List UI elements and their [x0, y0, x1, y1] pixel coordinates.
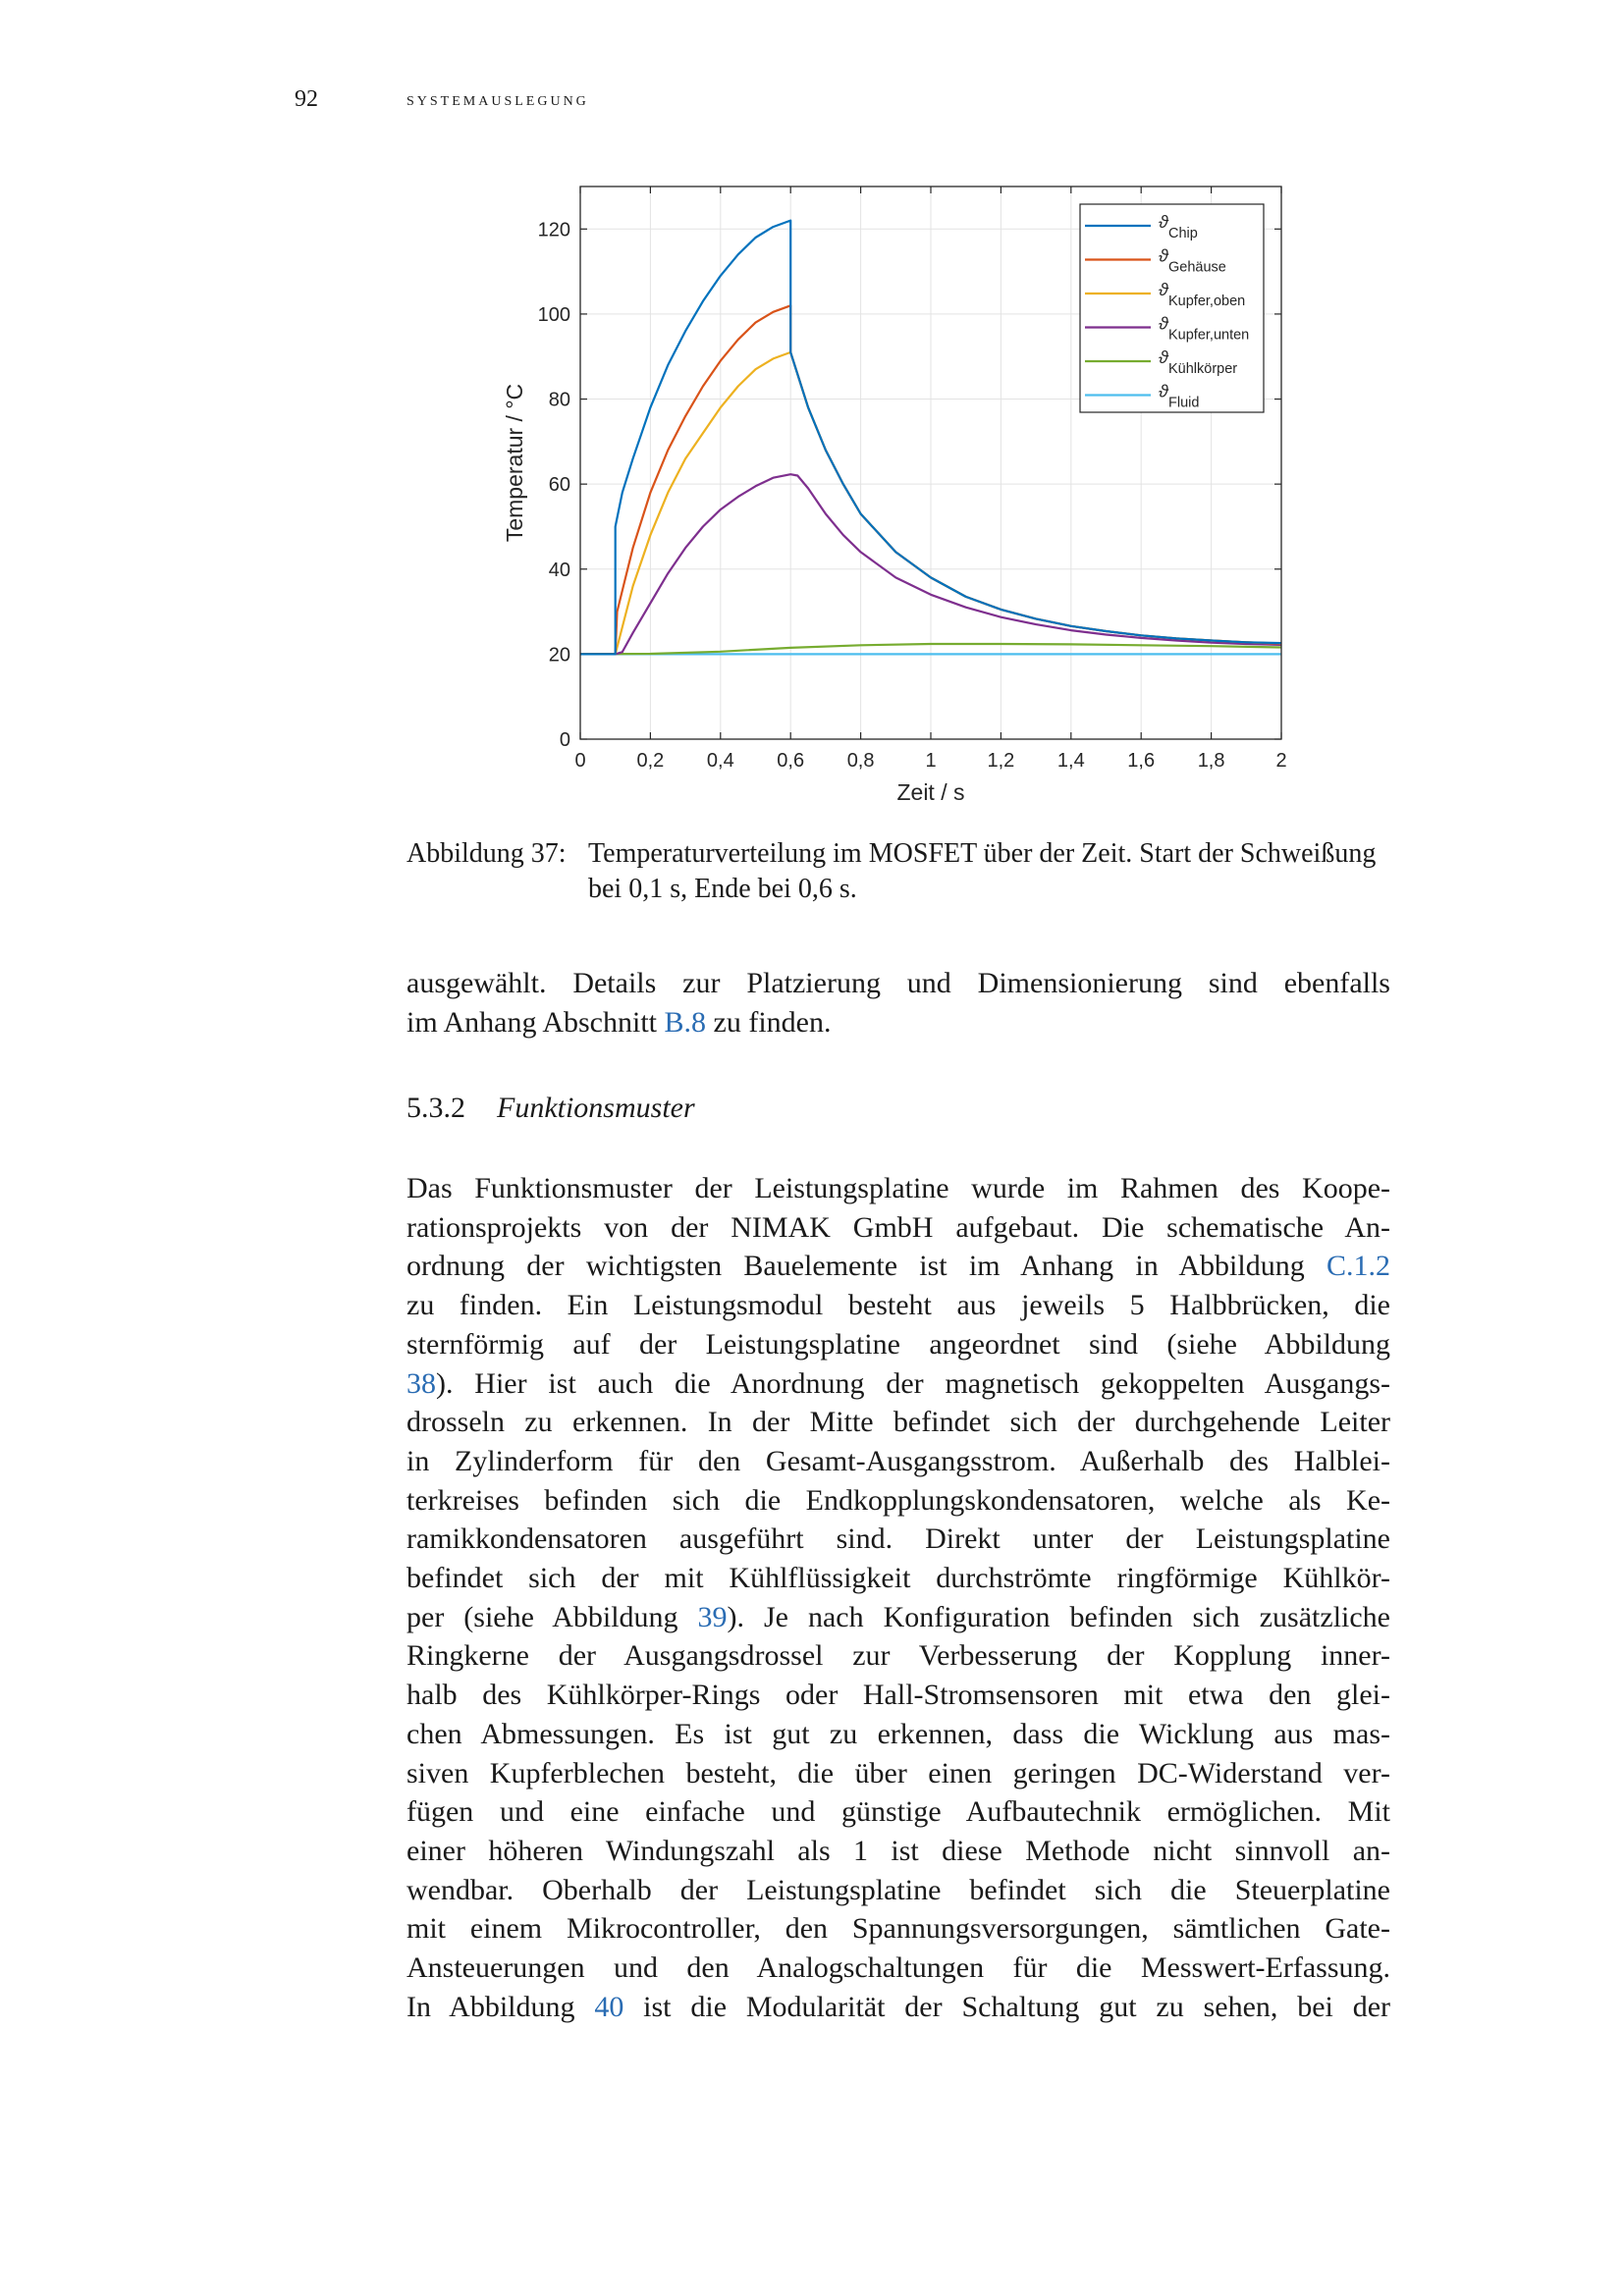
x-tick-label: 1,6 — [1127, 750, 1156, 772]
text-line — [406, 1909, 1390, 1949]
line-text: ausgewählt. Details zur Platzierung und Dimensionierung sind ebenfalls — [406, 967, 1390, 999]
y-tick-label: 120 — [537, 219, 570, 241]
line-text: In Abbildung — [406, 1990, 595, 2023]
text-line — [406, 1559, 1390, 1598]
text-line — [406, 1598, 1390, 1637]
cross-reference-link[interactable]: 40 — [594, 1990, 624, 2023]
y-tick-label: 40 — [548, 559, 570, 581]
line-text: Ansteuerungen und den Analogschaltungen für die Messwert-Erfassung. — [406, 1951, 1390, 1985]
line-text: fügen und eine einfache und günstige Aufbautechnik ermöglichen. Mit — [406, 1795, 1390, 1829]
caption-label: Abbildung 37: — [406, 838, 567, 869]
x-tick-label: 0,8 — [846, 750, 875, 772]
page-number: 92 — [295, 86, 318, 112]
x-tick-label: 2 — [1275, 750, 1287, 772]
line-text: ordnung der wichtigsten Bauelemente ist im Anhang in Abbildung — [406, 1250, 1326, 1283]
text-line — [406, 1754, 1390, 1793]
text-line — [406, 1676, 1390, 1715]
line-text: Ringkerne der Ausgangsdrossel zur Verbesserung der Kopplung inner- — [406, 1639, 1390, 1673]
x-tick-label: 0,4 — [706, 750, 734, 772]
text-line — [406, 1286, 1390, 1325]
line-text: sternförmig auf der Leistungsplatine angeordnet sind (siehe Abbildung — [406, 1327, 1390, 1361]
text-line — [406, 1403, 1390, 1442]
x-tick-label: 0,2 — [636, 750, 665, 772]
y-tick-label: 100 — [537, 303, 570, 326]
x-tick-label: 1 — [925, 750, 937, 772]
line-text: chen Abmessungen. Es ist gut zu erkennen, dass die Wicklung aus mas- — [406, 1717, 1390, 1750]
x-axis-label: Zeit / s — [896, 779, 965, 805]
running-header: systemauslegung — [406, 88, 589, 110]
x-tick-label: 0,6 — [777, 750, 805, 772]
legend-label: Kühlkörper — [1168, 361, 1238, 377]
line-text: ramikkondensatoren ausgeführt sind. Direkt unter der Leistungsplatine — [406, 1522, 1390, 1556]
x-tick-label: 0 — [574, 750, 586, 772]
cross-reference-link[interactable]: C.1.2 — [1326, 1250, 1390, 1283]
section-number: 5.3.2 — [406, 1092, 465, 1124]
cross-reference-link[interactable]: 38 — [406, 1366, 436, 1400]
text-line — [406, 1364, 1390, 1404]
line-text: ist die Modularität der Schaltung gut zu sehen, bei der — [623, 1990, 1390, 2023]
text-line — [406, 1003, 1390, 1042]
line-text: zu finden. — [706, 1005, 832, 1039]
legend-label: Kupfer,oben — [1168, 294, 1246, 309]
text-line — [406, 1988, 1390, 2027]
line-text: mit einem Mikrocontroller, den Spannungsversorgungen, sämtlichen Gate- — [406, 1912, 1390, 1946]
line-text: ). Hier ist auch die Anordnung der magnetisch gekoppelten Ausgangs- — [436, 1366, 1390, 1400]
caption-text: Temperaturverteilung im MOSFET über der Zeit. Start der Schweißung bei 0,1 s, Ende bei 0,6 s. — [588, 838, 1377, 904]
temperature-chart — [491, 167, 1306, 815]
text-line — [406, 964, 1390, 1003]
legend-label: Chip — [1168, 226, 1198, 241]
legend-symbol: ϑ — [1159, 381, 1168, 401]
legend-label: Fluid — [1168, 395, 1200, 411]
legend-label: Gehäuse — [1168, 259, 1226, 276]
x-tick-label: 1,4 — [1056, 750, 1085, 772]
text-line — [406, 1247, 1390, 1286]
cross-reference-link[interactable]: 39 — [697, 1600, 728, 1633]
text-line — [406, 1832, 1390, 1871]
text-line — [406, 1949, 1390, 1988]
section-title: Funktionsmuster — [497, 1092, 695, 1124]
line-text: zu finden. Ein Leistungsmodul besteht aus jeweils 5 Halbbrücken, die — [406, 1289, 1390, 1322]
legend-symbol: ϑ — [1159, 245, 1168, 266]
line-text: befindet sich der mit Kühlflüssigkeit durchströmte ringförmige Kühlkör- — [406, 1562, 1390, 1595]
legend-symbol: ϑ — [1159, 280, 1168, 299]
line-text: wendbar. Oberhalb der Leistungsplatine befindet sich die Steuerplatine — [406, 1873, 1390, 1906]
text-line — [406, 1636, 1390, 1676]
line-text: ). Je nach Konfiguration befinden sich zusätzliche — [727, 1600, 1390, 1633]
legend-symbol: ϑ — [1159, 212, 1168, 232]
line-text: in Zylinderform für den Gesamt-Ausgangsstrom. Außerhalb des Halblei- — [406, 1444, 1390, 1477]
line-text: Das Funktionsmuster der Leistungsplatine wurde im Rahmen des Koope- — [406, 1172, 1390, 1204]
cross-reference-link[interactable]: B.8 — [664, 1005, 707, 1039]
paragraph-funktionsmuster — [406, 1169, 1390, 2026]
text-line — [406, 1481, 1390, 1521]
y-tick-label: 20 — [548, 644, 570, 667]
line-text: halb des Kühlkörper-Rings oder Hall-Stromsensoren mit etwa den glei- — [406, 1679, 1390, 1712]
x-tick-label: 1,8 — [1197, 750, 1225, 772]
y-tick-label: 80 — [548, 389, 570, 411]
text-line — [406, 1325, 1390, 1364]
text-line — [406, 1520, 1390, 1559]
line-text: drosseln zu erkennen. In der Mitte befindet sich der durchgehende Leiter — [406, 1406, 1390, 1439]
text-line — [406, 1442, 1390, 1481]
text-line — [406, 1792, 1390, 1832]
x-tick-label: 1,2 — [987, 750, 1015, 772]
y-tick-label: 0 — [559, 729, 570, 751]
section-heading — [406, 1092, 695, 1125]
paragraph-intro — [406, 964, 1390, 1041]
figure-caption — [406, 836, 1398, 907]
text-line — [406, 1715, 1390, 1754]
text-line — [406, 1871, 1390, 1910]
line-text: einer höheren Windungszahl als 1 ist diese Methode nicht sinnvoll an- — [406, 1834, 1390, 1867]
legend-symbol: ϑ — [1159, 347, 1168, 367]
line-text: terkreises befinden sich die Endkopplungskondensatoren, welche als Ke- — [406, 1483, 1390, 1517]
line-text: per (siehe Abbildung — [406, 1600, 698, 1633]
y-tick-label: 60 — [548, 474, 570, 497]
line-text: im Anhang Abschnitt — [406, 1005, 665, 1039]
legend-label: Kupfer,unten — [1168, 327, 1250, 344]
legend-symbol: ϑ — [1159, 313, 1168, 334]
y-axis-label: Temperatur / °C — [502, 383, 527, 543]
line-text: rationsprojekts von der NIMAK GmbH aufgebaut. Die schematische An- — [406, 1210, 1390, 1244]
line-text: siven Kupferblechen besteht, die über einen geringen DC-Widerstand ver- — [406, 1756, 1390, 1789]
text-line — [406, 1208, 1390, 1248]
text-line — [406, 1169, 1390, 1208]
